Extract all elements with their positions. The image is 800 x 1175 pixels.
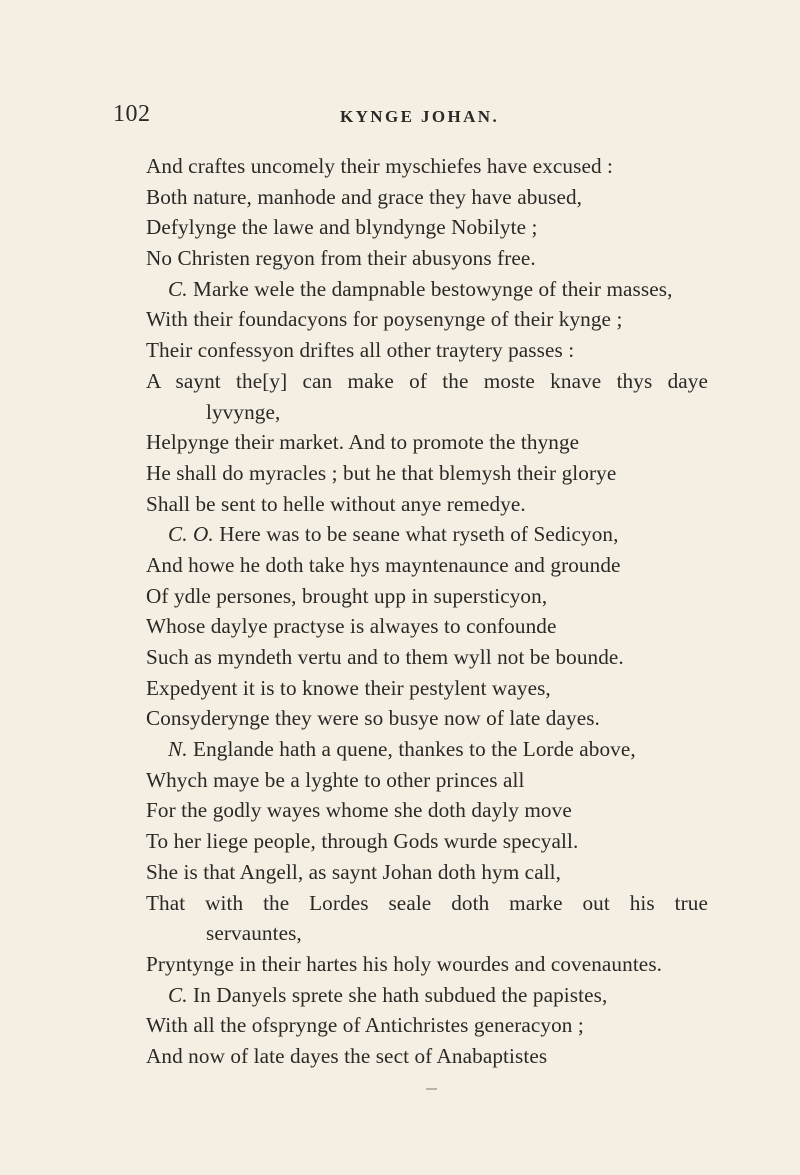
line-text: Helpynge their market. And to promote the thynge <box>146 430 580 455</box>
line-text: Here was to be seane what ryseth of Sedicyon, <box>219 522 619 547</box>
line-text: Englande hath a quene, thankes to the Lorde above, <box>193 737 636 762</box>
line-text: And howe he doth take hys mayntenaunce and grounde <box>146 552 621 577</box>
line-text: She is that Angell, as saynt Johan doth hym call, <box>146 859 562 884</box>
line-text: Pryntynge in their hartes his holy wourdes and covenauntes. <box>146 951 663 976</box>
line-text: A saynt the[y] can make of the moste knave thys daye <box>146 368 708 393</box>
line-text: With all the ofsprynge of Antichristes generacyon ; <box>146 1013 584 1038</box>
verse-line <box>0 212 800 243</box>
verse-line <box>0 826 800 857</box>
verse-line <box>0 857 800 888</box>
line-text: lyvynge, <box>206 399 281 424</box>
verse-line <box>0 980 800 1011</box>
verse-line <box>0 519 800 550</box>
verse-line <box>0 703 800 734</box>
speaker-label: C. O. <box>168 522 214 547</box>
dash-mark <box>426 1088 437 1090</box>
speaker-label: C. <box>168 276 188 301</box>
line-text: Both nature, manhode and grace they have abused, <box>146 184 583 209</box>
verse-line <box>0 949 800 980</box>
speaker-label: N. <box>168 737 188 762</box>
line-text: Shall be sent to helle without anye remedye. <box>146 491 526 516</box>
verse-line <box>0 581 800 612</box>
line-text: Their confessyon driftes all other traytery passes : <box>146 338 575 363</box>
verse-line <box>0 918 800 949</box>
verse-line <box>0 397 800 428</box>
line-text: Such as myndeth vertu and to them wyll not be bounde. <box>146 645 624 669</box>
line-text: For the godly wayes whome she doth dayly move <box>146 798 572 823</box>
line-text: That with the Lordes seale doth marke out his true <box>146 890 708 915</box>
verse-line <box>0 182 800 213</box>
verse-line <box>0 335 800 366</box>
line-text: Expedyent it is to knowe their pestylent wayes, <box>146 675 551 700</box>
line-text: He shall do myracles ; but he that blemysh their glorye <box>146 460 617 485</box>
verse-line <box>0 243 800 274</box>
line-text: Of ydle persones, brought upp in supersticyon, <box>146 583 548 608</box>
verse-line <box>0 489 800 520</box>
verse-line <box>0 611 800 642</box>
line-text: With their foundacyons for poysenynge of their kynge ; <box>146 307 623 332</box>
verse-line <box>0 734 800 765</box>
line-text: And craftes uncomely their myschiefes have excused : <box>146 154 614 178</box>
running-head: KYNGE JOHAN. <box>340 107 500 126</box>
verse-line <box>0 427 800 458</box>
verse-text <box>0 151 800 1072</box>
page-number: 102 <box>113 101 151 127</box>
line-text: Whose daylye practyse is alwayes to confounde <box>146 614 557 639</box>
line-text: No Christen regyon from their abusyons free. <box>146 246 536 271</box>
line-text: To her liege people, through Gods wurde specyall. <box>146 829 579 854</box>
verse-line <box>0 458 800 489</box>
verse-line <box>0 304 800 335</box>
line-text: In Danyels sprete she hath subdued the papistes, <box>193 982 608 1007</box>
line-text: servauntes, <box>206 921 302 946</box>
verse-line <box>0 642 800 673</box>
line-text: And now of late dayes the sect of Anabaptistes <box>146 1043 548 1068</box>
verse-line <box>0 1041 800 1072</box>
line-text: Defylynge the lawe and blyndynge Nobilyte ; <box>146 215 538 240</box>
speaker-label: C. <box>168 982 188 1007</box>
line-text: Whych maye be a lyghte to other princes all <box>146 767 525 792</box>
verse-line <box>0 795 800 826</box>
verse-line <box>0 1010 800 1041</box>
verse-line <box>0 274 800 305</box>
verse-line <box>0 673 800 704</box>
verse-line <box>0 765 800 796</box>
verse-line <box>0 888 708 919</box>
verse-line <box>0 151 800 182</box>
line-text: Consyderynge they were so busye now of late dayes. <box>146 706 600 731</box>
verse-line <box>0 366 708 397</box>
verse-line <box>0 550 800 581</box>
line-text: Marke wele the dampnable bestowynge of their masses, <box>193 276 673 301</box>
page-header <box>0 101 800 133</box>
